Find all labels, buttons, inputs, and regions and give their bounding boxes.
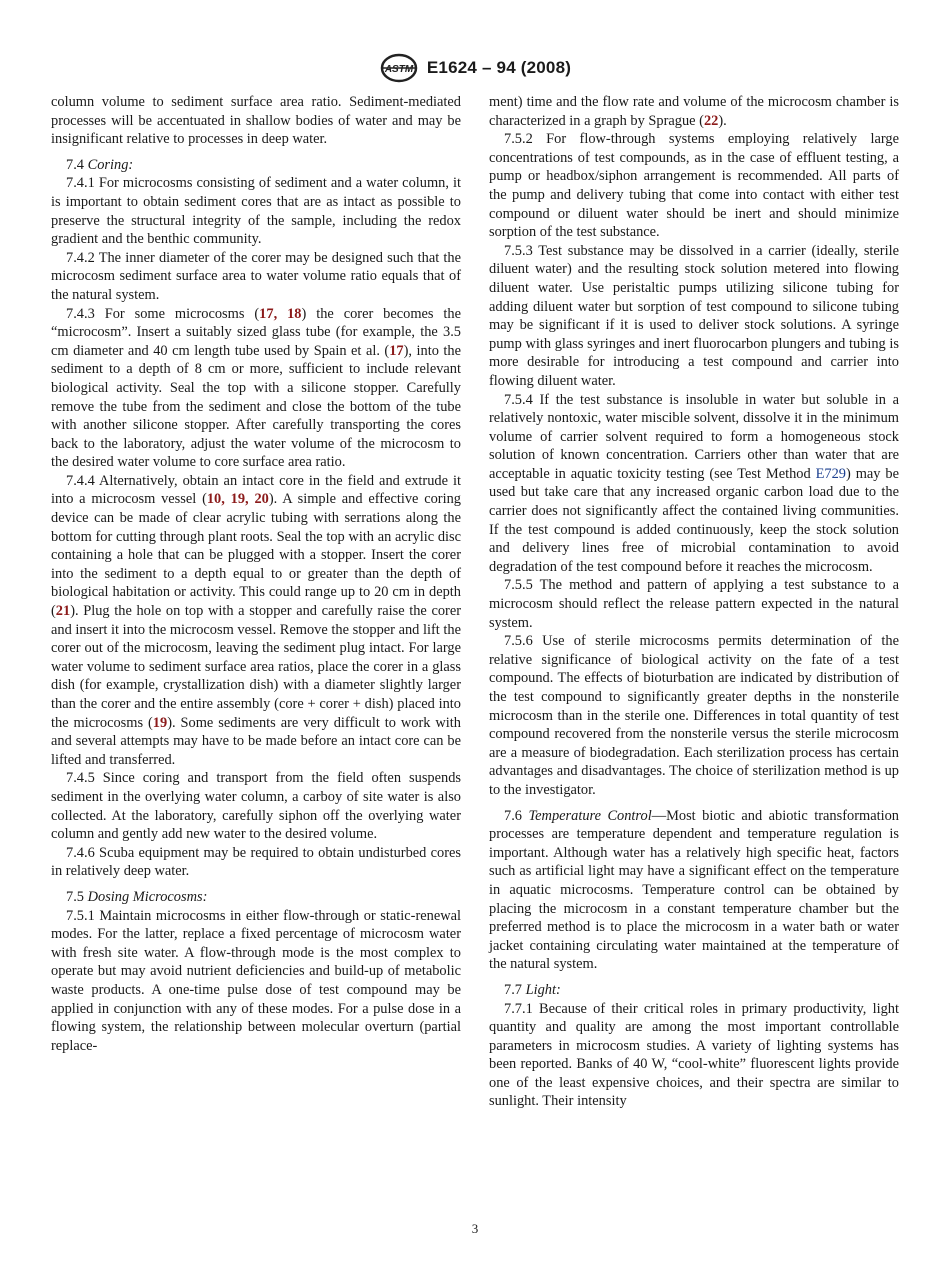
paragraph-7-5-5: 7.5.5 The method and pattern of applying a test substance to a microcosm should reflect the release pattern expected in the natural system.: [489, 577, 899, 631]
reference-link[interactable]: 18: [287, 305, 302, 322]
paragraph-7-5-2: 7.5.2 For flow-through systems employing relatively large concentrations of test compounds, as in the case of effluent testing, a pump or headbox/siphon arrangement is recommended. All parts of the pump and delivery tubing that come into contact with either test compound or diluent water should be inert and should minimize sorption of the test substance.: [489, 131, 899, 241]
section-7-6: 7.6 Temperature Control—Most biotic and abiotic transformation processes are temperature dependent and temperature regulation is important. Although water has a relatively high specific heat, factors such as artificial light may have a significant effect on the temperature in aquatic microcosms. Temperature control can be obtained by placing the microcosm in a constant temperature chamber but the preferred method is to place the microcosm in a water bath or water jacket containing circulating water maintained at the temperature of the natural system.: [489, 807, 899, 973]
reference-link[interactable]: 19: [230, 491, 246, 508]
page-header: [0, 50, 950, 86]
paragraph-7-5-4: 7.5.4 If the test substance is insoluble in water but soluble in a relatively nontoxic, water miscible solvent, dissolve it in the minimum volume of carrier solvent required to form a homogeneous stock solution of known concentration. Carriers other than water that are acceptable in aquatic toxicity testing (see Test Method E729) may be used but take care that any increased organic carbon load due to the carrier does not significantly affect the contained living communities. If the test compound is added continuously, keep the stock solution and delivery lines free of microbial contamination to avoid degradation of the test compound before it reaches the microcosm.: [489, 391, 899, 575]
paragraph-7-4-6: 7.4.6 Scuba equipment may be required to obtain undisturbed cores in relatively deep water.: [51, 844, 461, 880]
svg-text:ASTM: ASTM: [384, 64, 414, 75]
section-7-5-heading: 7.5 Dosing Microcosms:: [66, 888, 208, 905]
paragraph-7-4-1: 7.4.1 For microcosms consisting of sediment and a water column, it is important to obtain sediment cores that are as intact as possible to preserve the structural integrity of the sample, including the redox gradient and the benthic community.: [51, 175, 461, 248]
paragraph-7-5-1: 7.5.1 Maintain microcosms in either flow-through or static-renewal modes. For the latter, replace a fixed percentage of microcosm water with fresh site water. A flow-through mode is the most complex to operate but may avoid nutrient deficiencies and build-up of metabolic waste products. A one-time pulse dose of test compound may be applied in conjunction with any of these modes. For a pulse dose in a flowing system, the relationship between molecular overturn (partial replace-: [51, 907, 461, 1054]
paragraph-7-4-3: 7.4.3 For some microcosms (17, 18) the corer becomes the “microcosm”. Insert a suitably sized glass tube (for example, the 3.5 cm diameter and 40 cm length tube used by Spain et al. (17), into the sediment to a depth of 8 cm or more, sufficient to include relevant biological activity. Seal the top with a silicone stopper. Carefully remove the tube from the sediment and close the bottom of the tube with another silicone stopper. After carefully transporting the cores back to the laboratory, adjust the water volume of the microcosm to the desired water volume to core surface area ratio.: [51, 305, 462, 471]
page-number: 3: [471, 1221, 479, 1236]
paragraph-continued: ment) time and the flow rate and volume of the microcosm chamber is characterized in a graph by Sprague (22).: [489, 94, 899, 129]
paragraph-7-4-2: 7.4.2 The inner diameter of the corer may be designed such that the microcosm sediment surface area to water volume ratio equals that of the natural system.: [51, 249, 461, 303]
astm-logo: [379, 53, 419, 83]
paragraph-7-7-1: 7.7.1 Because of their critical roles in primary productivity, light quantity and quality are among the most important controllable parameters in microcosm studies. A variety of lighting systems has been reported. Banks of 40 W, “cool-white” fluorescent lights provide one of the least expensive choices, and their spectra are similar to sunlight. Their intensity: [489, 1000, 899, 1110]
reference-link[interactable]: 22: [703, 112, 719, 129]
section-7-4-heading: 7.4 Coring:: [66, 156, 134, 173]
paragraph-continued: column volume to sediment surface area ratio. Sediment-mediated processes will be accentuated in shallow bodies of water and may be insignificant relative to processes in deep water.: [51, 94, 461, 148]
reference-link[interactable]: 20: [254, 491, 269, 508]
left-column: [51, 93, 461, 1055]
paragraph-7-5-6: 7.5.6 Use of sterile microcosms permits determination of the relative significance of biological activity on the fate of a test compound. The effects of bioturbation are indicated by distribution of the test compound to significantly greater depths in the nonsterile microcosm than in the sterile one. Differences in total quantity of test compound recovered from the nonsterile versus the sterile microcosm are a measure of biodegradation. Each sterilization process has certain advantages and disadvantages. The choice of sterilization method is up to the investigator.: [489, 633, 899, 798]
paragraph-7-4-4: 7.4.4 Alternatively, obtain an intact core in the field and extrude it into a microcosm vessel (10, 19, 20). A simple and effective coring device can be made of clear acrylic tubing with serrations along the bottom for cutting through plant roots. Seal the top with an acrylic disc containing a hole that can be plugged with a stopper. Insert the corer into the sediment to a depth equal to or greater than the depth of biological habitation or activity. This could range up to 20 cm in depth (21). Plug the hole on top with a stopper and carefully raise the corer and insert it into the microcosm vessel. Remove the stopper and lift the corer out of the microcosm, leaving the sediment plug intact. For large water volume to sediment surface area ratios, place the corer in a glass dish (for example, crystallization dish) with a diameter slightly larger than the corer and the entire assembly (core + corer + dish) placed into the microcosms (19). Some sediments are very difficult to work with and several attempts may have to be made before an intact core can be lifted and transferred.: [51, 472, 461, 768]
reference-link[interactable]: 17: [259, 305, 274, 322]
reference-link[interactable]: 10: [206, 491, 222, 508]
document-designation: E1624 – 94 (2008): [426, 58, 572, 77]
standard-link[interactable]: E729: [815, 465, 846, 482]
section-7-7-heading: 7.7 Light:: [504, 981, 561, 998]
paragraph-7-5-3: 7.5.3 Test substance may be dissolved in a carrier (ideally, sterile diluent water) and the resulting stock solution metered into flowing diluent water. Use peristaltic pumps utilizing silicone tubing for adding diluent water but sorption of test compound to silicone tubing may be significant if it is used to deliver stock solutions. A syringe pump with glass syringes and inert fluorocarbon plungers and tubing is more desirable for introducing a test compound and carrier into flowing diluent water.: [489, 242, 899, 389]
right-column: [489, 93, 899, 1111]
paragraph-7-4-5: 7.4.5 Since coring and transport from the field often suspends sediment in the overlying water column, a carboy of site water is also collected. At the laboratory, carefully siphon off the overlying water column and gently add new water to the desired volume.: [51, 770, 461, 843]
reference-link[interactable]: 21: [55, 603, 71, 620]
reference-link[interactable]: 17: [389, 342, 404, 359]
reference-link[interactable]: 19: [152, 714, 168, 731]
